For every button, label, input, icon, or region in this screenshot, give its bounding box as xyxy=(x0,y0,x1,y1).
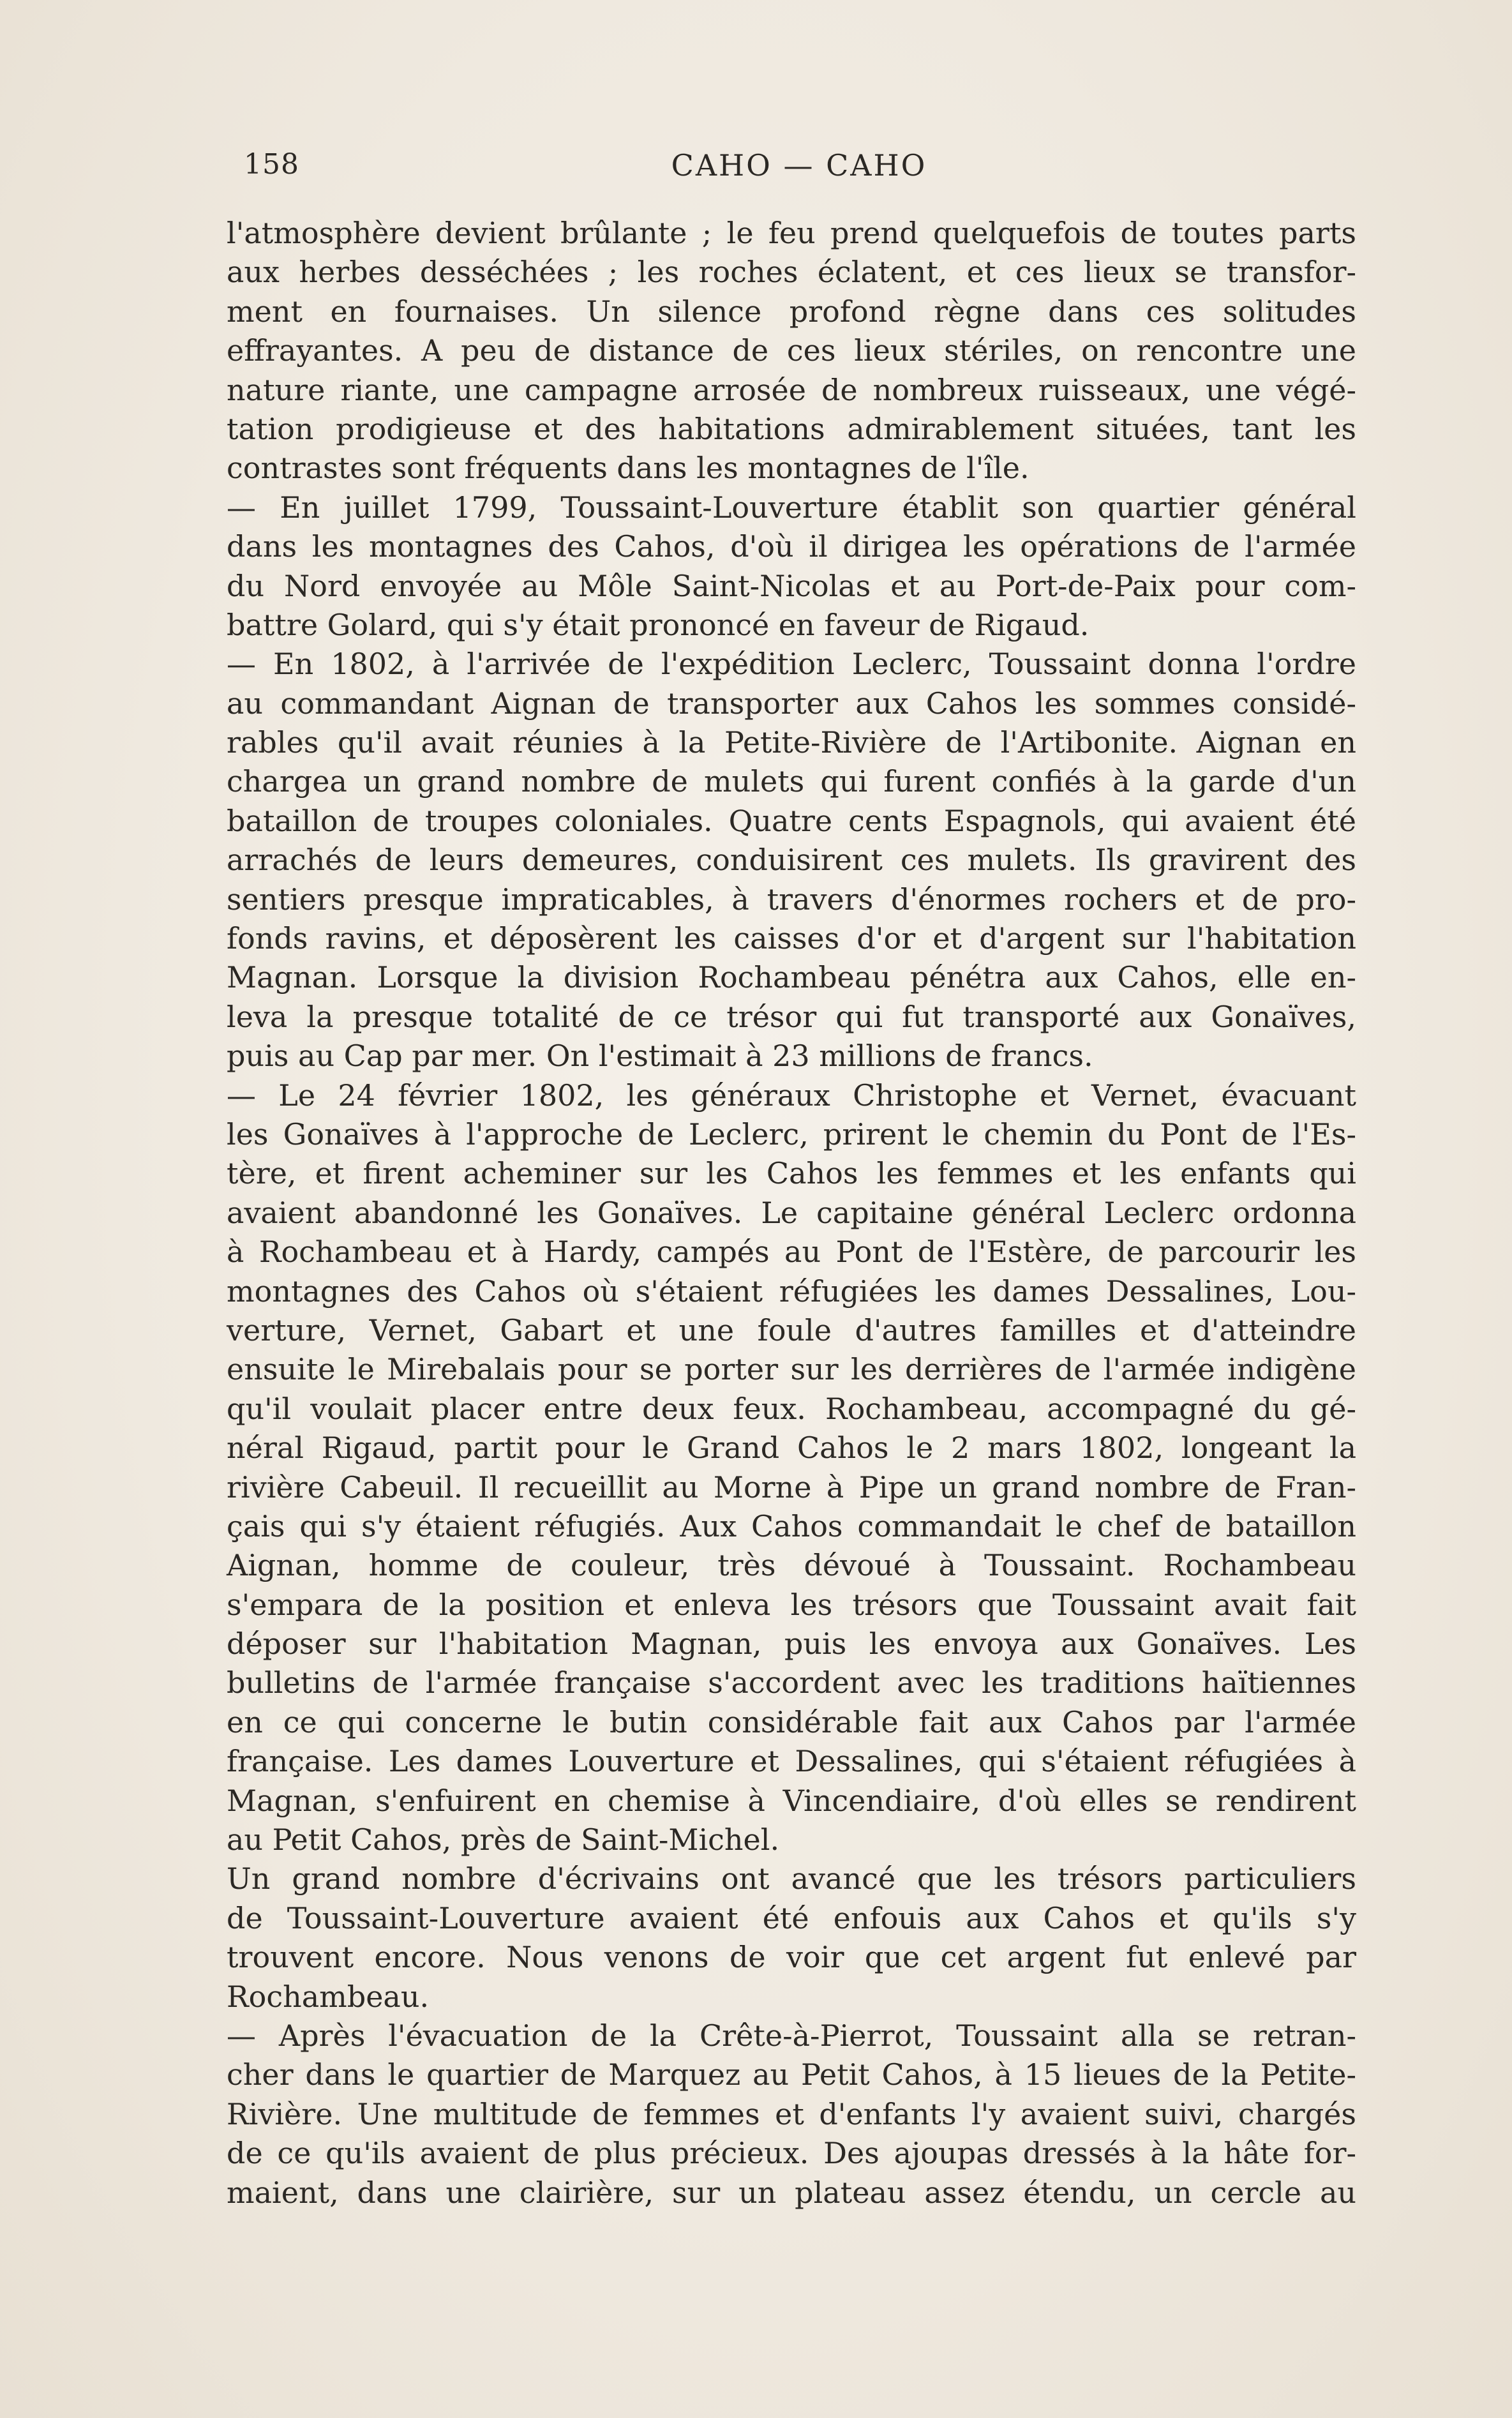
text-line: puis au Cap par mer. On l'estimait à 23 millions de francs. xyxy=(227,1039,1093,1074)
text-line: bataillon de troupes coloniales. Quatre cents Espagnols, qui avaient été xyxy=(227,803,1356,838)
text-line: fonds ravins, et déposèrent les caisses d'or et d'argent sur l'habitation xyxy=(227,921,1356,956)
text-line: Aignan, homme de couleur, très dévoué à Toussaint. Rochambeau xyxy=(227,1548,1356,1583)
text-line: au commandant Aignan de transporter aux Cahos les sommes considé- xyxy=(227,686,1356,721)
text-line: sentiers presque impraticables, à travers d'énormes rochers et de pro- xyxy=(227,882,1356,917)
text-line: rivière Cabeuil. Il recueillit au Morne à Pipe un grand nombre de Fran- xyxy=(227,1469,1356,1505)
text-line: nature riante, une campagne arrosée de nombreux ruisseaux, une végé- xyxy=(227,372,1356,407)
text-line: ment en fournaises. Un silence profond règne dans ces solitudes xyxy=(227,294,1356,329)
text-line: chargea un grand nombre de mulets qui furent confiés à la garde d'un xyxy=(227,764,1356,799)
text-line: Rivière. Une multitude de femmes et d'enfants l'y avaient suivi, chargés xyxy=(227,2096,1356,2131)
text-line: — Après l'évacuation de la Crête-à-Pierrot, Toussaint alla se retran- xyxy=(227,2018,1356,2053)
text-line: dans les montagnes des Cahos, d'où il dirigea les opérations de l'armée xyxy=(227,529,1356,564)
page-number: 158 xyxy=(244,148,299,181)
text-line: de ce qu'ils avaient de plus précieux. Des ajoupas dressés à la hâte for- xyxy=(227,2136,1356,2171)
text-line: au Petit Cahos, près de Saint-Michel. xyxy=(227,1822,780,1858)
text-line: tation prodigieuse et des habitations admirablement situées, tant les xyxy=(227,411,1356,446)
text-line: tère, et firent acheminer sur les Cahos les femmes et les enfants qui xyxy=(227,1156,1356,1191)
text-line: rables qu'il avait réunies à la Petite-Rivière de l'Artibonite. Aignan en xyxy=(227,725,1356,760)
text-line: qu'il voulait placer entre deux feux. Rochambeau, accompagné du gé- xyxy=(227,1391,1356,1426)
page-header xyxy=(244,148,1354,193)
text-line: s'empara de la position et enleva les trésors que Toussaint avait fait xyxy=(227,1587,1356,1622)
text-line: du Nord envoyée au Môle Saint-Nicolas et au Port-de-Paix pour com- xyxy=(227,568,1356,603)
text-line: de Toussaint-Louverture avaient été enfouis aux Cahos et qu'ils s'y xyxy=(227,1900,1356,1935)
text-line: — Le 24 février 1802, les généraux Christophe et Vernet, évacuant xyxy=(227,1078,1356,1113)
text-line: battre Golard, qui s'y était prononcé en faveur de Rigaud. xyxy=(227,607,1089,642)
text-line: française. Les dames Louverture et Dessalines, qui s'étaient réfugiées à xyxy=(227,1744,1356,1779)
text-line: Rochambeau. xyxy=(227,1979,430,2014)
text-line: en ce qui concerne le butin considérable fait aux Cahos par l'armée xyxy=(227,1704,1356,1739)
text-line: montagnes des Cahos où s'étaient réfugiées les dames Dessalines, Lou- xyxy=(227,1273,1356,1309)
body-text xyxy=(227,214,1356,2212)
text-line: maient, dans une clairière, sur un plateau assez étendu, un cercle au xyxy=(227,2175,1356,2210)
text-line: néral Rigaud, partit pour le Grand Cahos le 2 mars 1802, longeant la xyxy=(227,1431,1356,1466)
text-line: avaient abandonné les Gonaïves. Le capitaine général Leclerc ordonna xyxy=(227,1195,1356,1230)
text-line: effrayantes. A peu de distance de ces lieux stériles, on rencontre une xyxy=(227,333,1356,368)
text-line: bulletins de l'armée française s'accordent avec les traditions haïtiennes xyxy=(227,1665,1356,1701)
text-line: — En juillet 1799, Toussaint-Louverture établit son quartier général xyxy=(227,490,1356,525)
text-line: Magnan. Lorsque la division Rochambeau pénétra aux Cahos, elle en- xyxy=(227,960,1356,995)
text-line: ensuite le Mirebalais pour se porter sur les derrières de l'armée indigène xyxy=(227,1352,1356,1387)
text-line: verture, Vernet, Gabart et une foule d'autres familles et d'atteindre xyxy=(227,1312,1356,1348)
text-line: à Rochambeau et à Hardy, campés au Pont de l'Estère, de parcourir les xyxy=(227,1235,1356,1270)
text-line: trouvent encore. Nous venons de voir que cet argent fut enlevé par xyxy=(227,1940,1356,1975)
running-head: CAHO — CAHO xyxy=(671,148,927,183)
text-line: çais qui s'y étaient réfugiés. Aux Cahos commandait le chef de bataillon xyxy=(227,1508,1356,1543)
text-line: cher dans le quartier de Marquez au Petit Cahos, à 15 lieues de la Petite- xyxy=(227,2057,1356,2092)
text-line: aux herbes desséchées ; les roches éclatent, et ces lieux se transfor- xyxy=(227,255,1356,290)
text-line: — En 1802, à l'arrivée de l'expédition Leclerc, Toussaint donna l'ordre xyxy=(227,647,1356,682)
text-line: contrastes sont fréquents dans les montagnes de l'île. xyxy=(227,451,1029,486)
text-line: Un grand nombre d'écrivains ont avancé que les trésors particuliers xyxy=(227,1861,1356,1896)
text-line: arrachés de leurs demeures, conduisirent ces mulets. Ils gravirent des xyxy=(227,843,1356,878)
text-line: leva la presque totalité de ce trésor qui fut transporté aux Gonaïves, xyxy=(227,999,1356,1034)
text-line: les Gonaïves à l'approche de Leclerc, prirent le chemin du Pont de l'Es- xyxy=(227,1116,1356,1152)
text-line: l'atmosphère devient brûlante ; le feu prend quelquefois de toutes parts xyxy=(227,216,1356,250)
text-line: déposer sur l'habitation Magnan, puis les envoya aux Gonaïves. Les xyxy=(227,1626,1356,1662)
text-line: Magnan, s'enfuirent en chemise à Vincendiaire, d'où elles se rendirent xyxy=(227,1783,1356,1818)
